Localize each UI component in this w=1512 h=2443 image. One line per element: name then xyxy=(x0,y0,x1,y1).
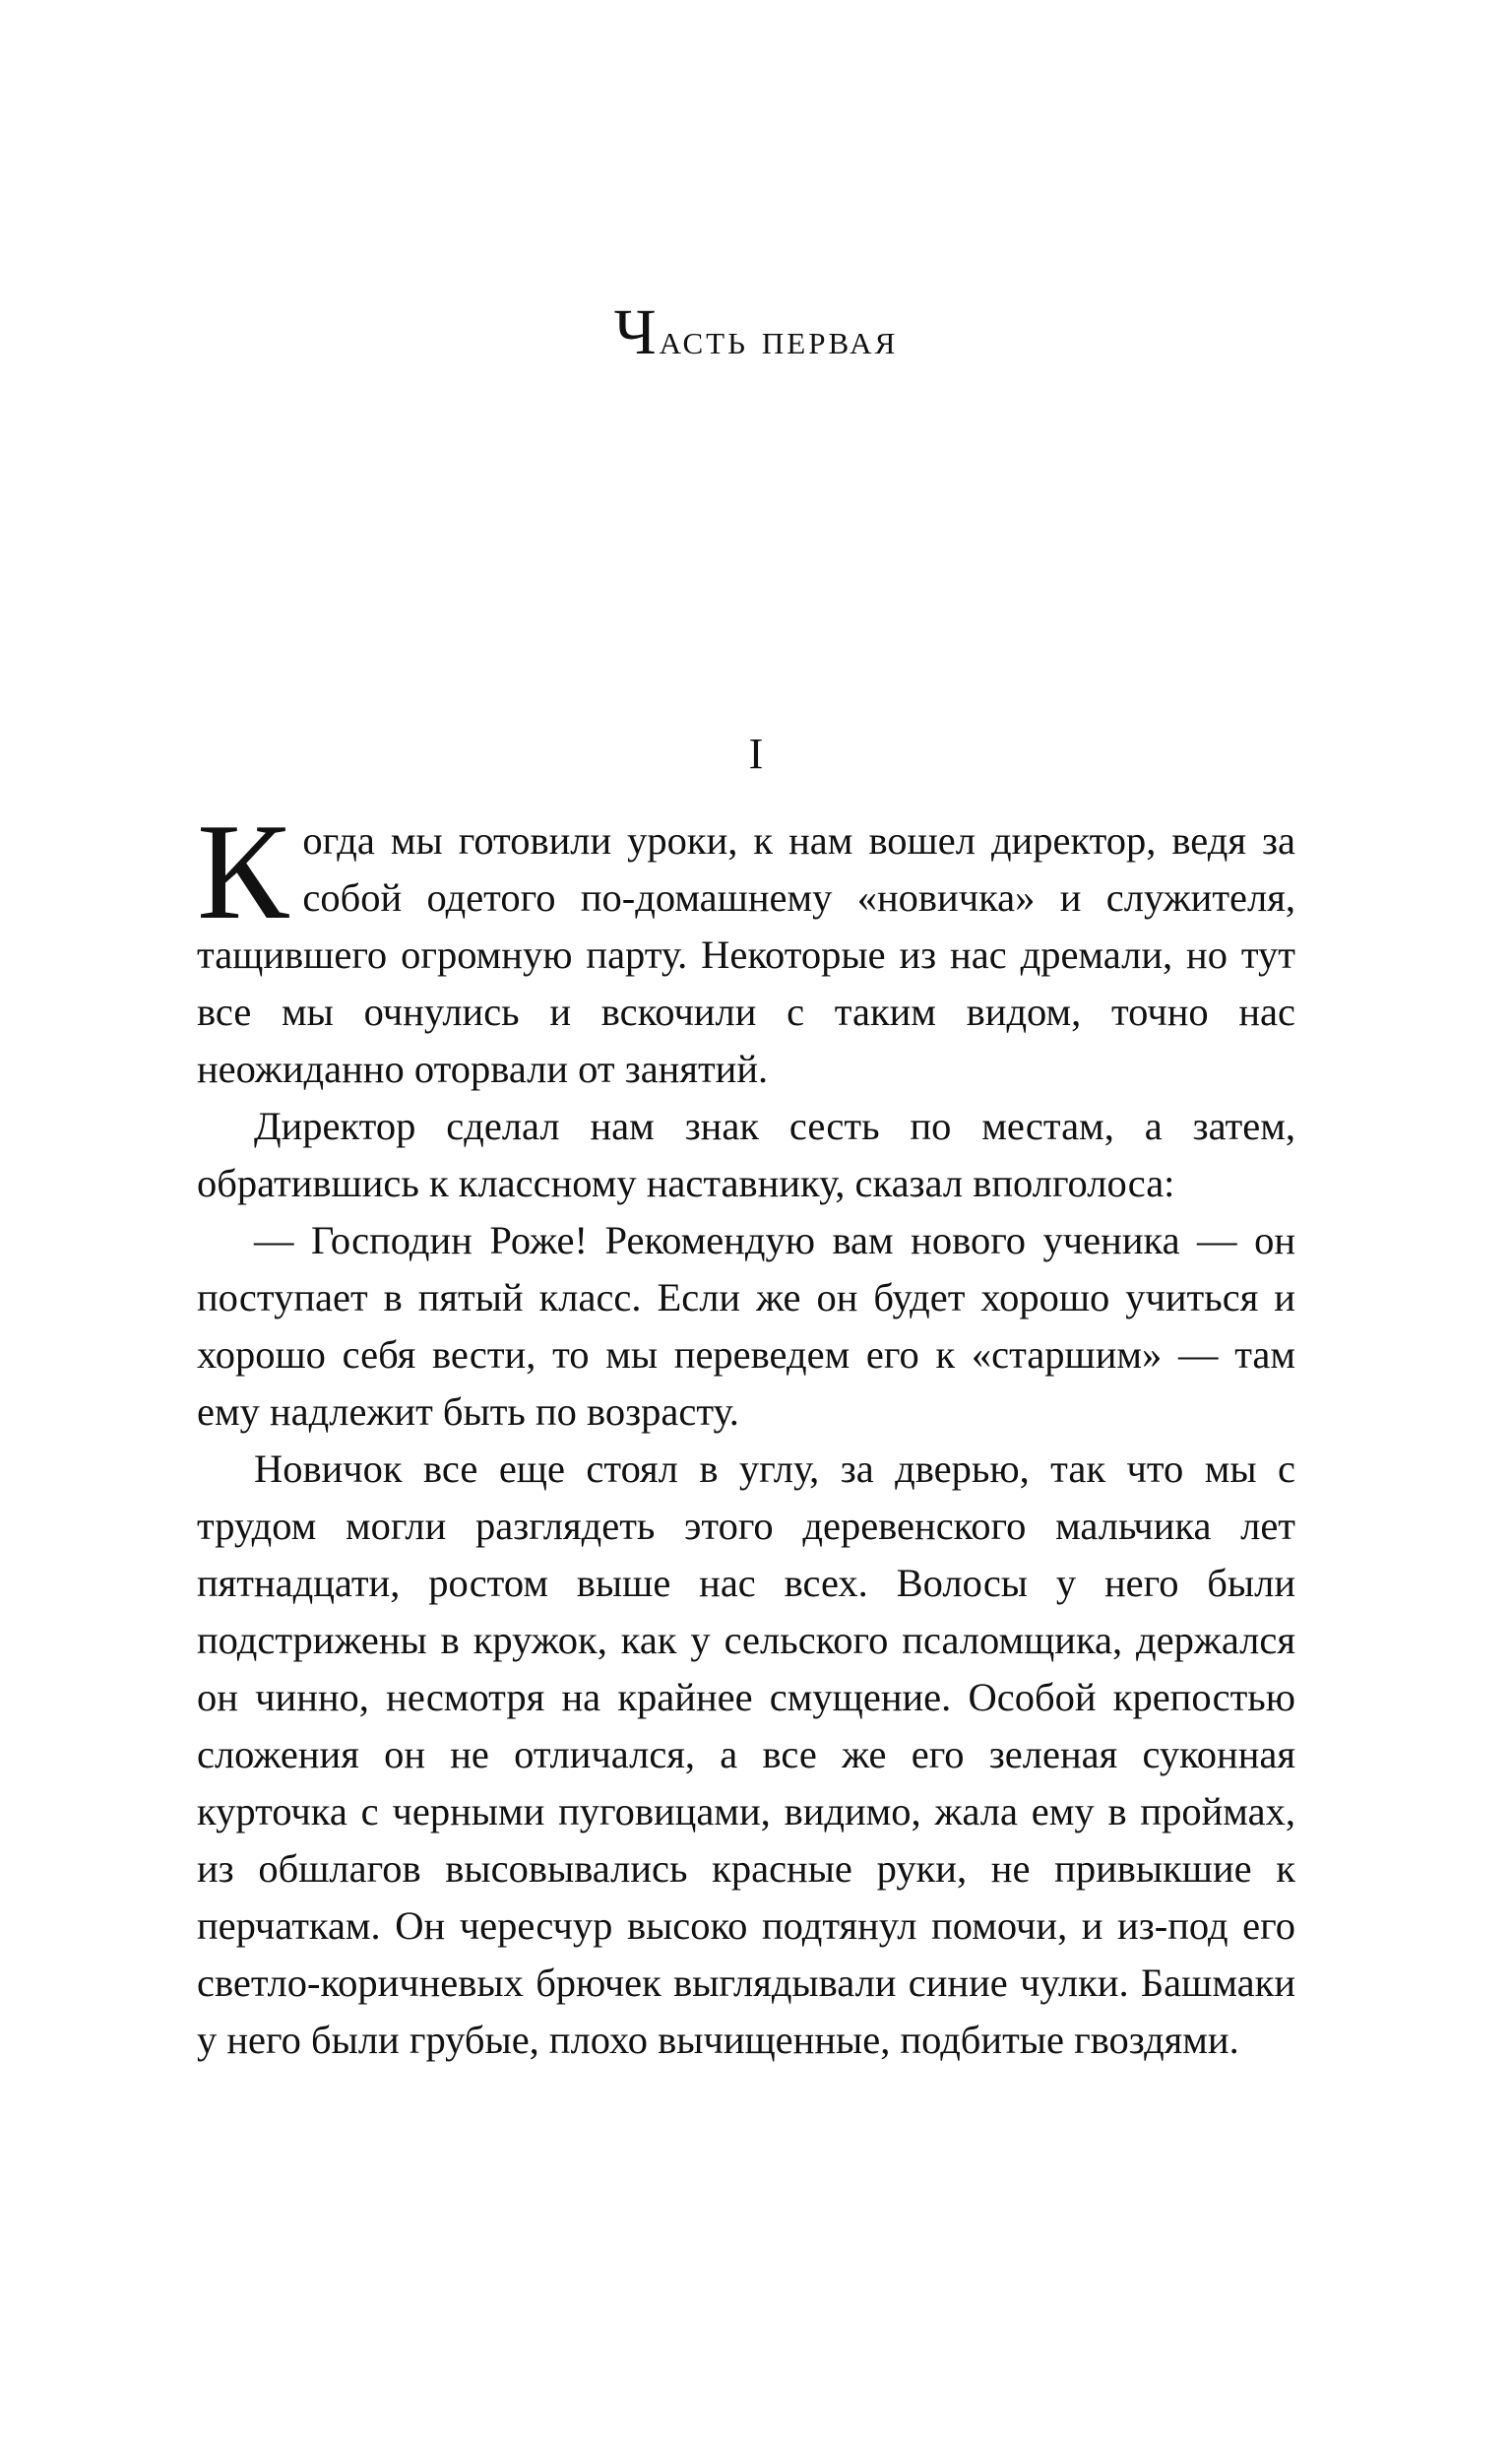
paragraph-text: огда мы готовили уроки, к нам вошел директор, ведя за собой одетого по-домашнему «новичка» и служителя, тащившего огромную парту. Некоторые из нас дремали, но тут все мы очнулись и вскочили с таким видом, точно нас неожиданно оторвали от занятий. xyxy=(197,818,1295,1091)
paragraph xyxy=(197,796,1295,1098)
paragraph: Директор сделал нам знак сесть по местам, а затем, обратившись к классному наставнику, сказал вполголоса: xyxy=(197,1104,1295,1205)
paragraph: Новичок все еще стоял в углу, за дверью, так что мы с трудом могли разглядеть этого деревенского мальчика лет пятнадцати, ростом выше нас всех. Волосы у него были подстрижены в кружок, как у сельского псаломщика, держался он чинно, несмотря на крайнее смущение. Особой крепостью сложения он не отличался, а все же его зеленая суконная курточка с черными пуговицами, видимо, жала ему в проймах, из обшлагов высовывались красные руки, не привыкшие к перчаткам. Он чересчур высоко подтянул помочи, и из-под его светло-коричневых брючек выглядывали синие чулки. Башмаки у него были грубые, плохо вычищенные, подбитые гвоздями. xyxy=(197,1447,1295,2062)
part-title-initial: Ч xyxy=(613,296,660,368)
paragraph: — Господин Роже! Рекомендую вам нового ученика — он поступает в пятый класс. Если же он будет хорошо учиться и хорошо себя вести, то мы переведем его к «старшим» — там ему надлежит быть по возрасту. xyxy=(197,1218,1295,1434)
drop-cap: К xyxy=(197,796,289,948)
chapter-body xyxy=(197,796,1295,2069)
part-title-rest: асть первая xyxy=(659,315,899,363)
chapter-number: I xyxy=(748,730,764,778)
part-title xyxy=(0,295,1512,370)
